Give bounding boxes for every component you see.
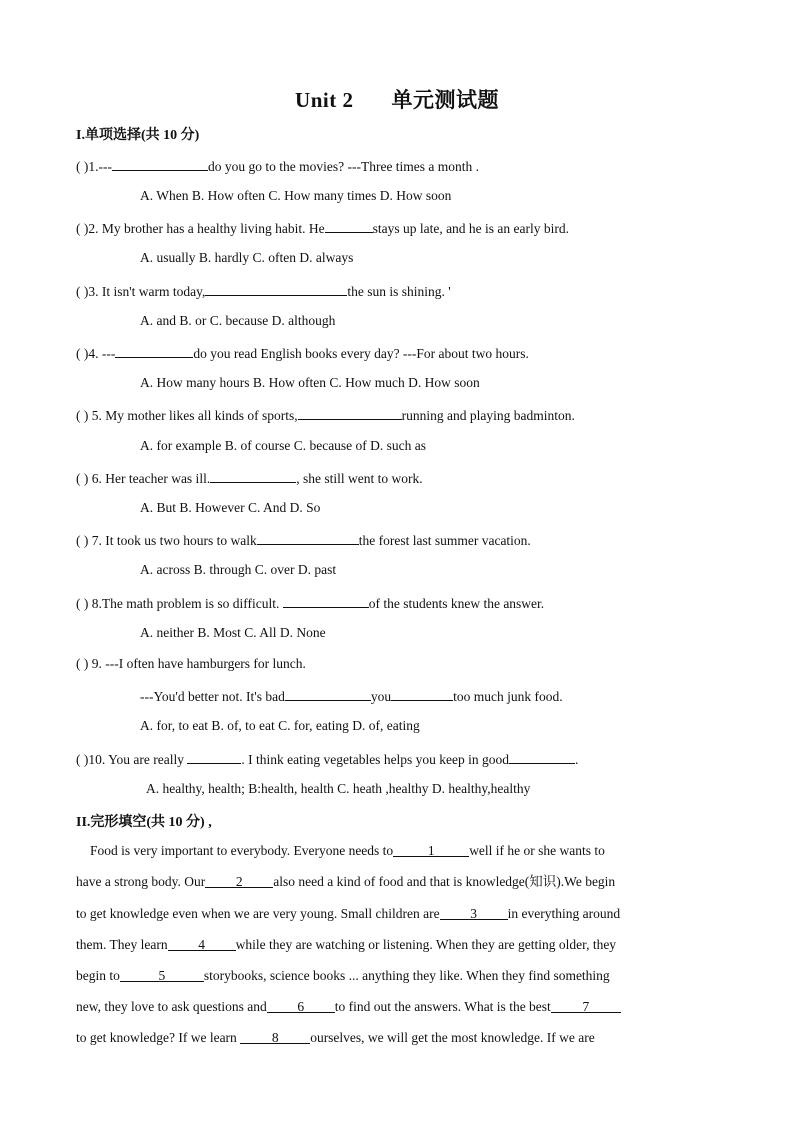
question-5: ( ) 5. My mother likes all kinds of sports, running and playing badminton.	[76, 405, 575, 425]
question-3-options: A. and B. or C. because D. although	[140, 313, 336, 328]
cloze-blank-6: 6	[267, 998, 335, 1013]
section-heading-multiple-choice: I.单项选择(共 10 分)	[76, 128, 200, 143]
cloze-line-6: new, they love to ask questions and 6 to find out the answers. What is the best 7	[76, 998, 712, 1016]
question-6-options: A. But B. However C. And D. So	[140, 500, 321, 515]
question-10: ( )10. You are really . I think eating vegetables helps you keep in good .	[76, 749, 578, 769]
cloze-blank-7: 7	[551, 998, 621, 1013]
cloze-line-5: begin to 5 storybooks, science books ... anything they like. When they find something	[76, 968, 610, 983]
unit-label: Unit 2	[295, 88, 354, 112]
question-3: ( )3. It isn't warm today, the sun is shining. '	[76, 281, 451, 301]
question-7-options: A. across B. through C. over D. past	[140, 562, 337, 577]
question-8: ( ) 8.The math problem is so difficult. of the students knew the answer.	[76, 593, 544, 613]
question-6: ( ) 6. Her teacher was ill. , she still went to work.	[76, 468, 423, 488]
cloze-line-4: them. They learn 4 while they are watching or listening. When they are getting older, they	[76, 937, 617, 952]
question-1-options: A. When B. How often C. How many times D. How soon	[140, 188, 452, 203]
question-2: ( )2. My brother has a healthy living habit. He stays up late, and he is an early bird.	[76, 218, 569, 238]
cloze-blank-1: 1	[393, 842, 469, 857]
section-heading-cloze: II.完形填空(共 10 分) ,	[76, 815, 212, 830]
cloze-blank-5: 5	[120, 967, 204, 982]
cloze-line-7: to get knowledge? If we learn 8 ourselves, we will get the most knowledge. If we are	[76, 1030, 595, 1045]
question-4-options: A. How many hours B. How often C. How much D. How soon	[140, 375, 480, 390]
cloze-line-2: have a strong body. Our 2 also need a kind of food and that is knowledge(知识).We begin	[76, 874, 616, 889]
question-7: ( ) 7. It took us two hours to walk the forest last summer vacation.	[76, 530, 531, 550]
question-10-options: A. healthy, health; B:health, health C. heath ,healthy D. healthy,healthy	[146, 781, 531, 796]
question-9: ( ) 9. ---I often have hamburgers for lunch.	[76, 656, 306, 671]
question-9-reply: ---You'd better not. It's bad you too much junk food.	[140, 686, 563, 706]
question-2-options: A. usually B. hardly C. often D. always	[140, 250, 354, 265]
question-8-options: A. neither B. Most C. All D. None	[140, 625, 326, 640]
question-9-options: A. for, to eat B. of, to eat C. for, eating D. of, eating	[140, 718, 420, 733]
cloze-blank-4: 4	[168, 936, 236, 951]
cloze-blank-3: 3	[440, 905, 508, 920]
cloze-blank-8: 8	[240, 1029, 310, 1044]
cloze-line-3: to get knowledge even when we are very young. Small children are 3 in everything around	[76, 906, 621, 921]
question-4: ( )4. --- do you read English books every day? ---For about two hours.	[76, 343, 529, 363]
page-title	[0, 84, 794, 114]
cloze-blank-2: 2	[205, 873, 273, 888]
cloze-line-1: Food is very important to everybody. Everyone needs to 1 well if he or she wants to	[90, 843, 605, 858]
test-name: 单元测试题	[391, 88, 499, 112]
question-1: ( )1.--- do you go to the movies? ---Three times a month .	[76, 156, 479, 176]
question-5-options: A. for example B. of course C. because of D. such as	[140, 438, 427, 453]
